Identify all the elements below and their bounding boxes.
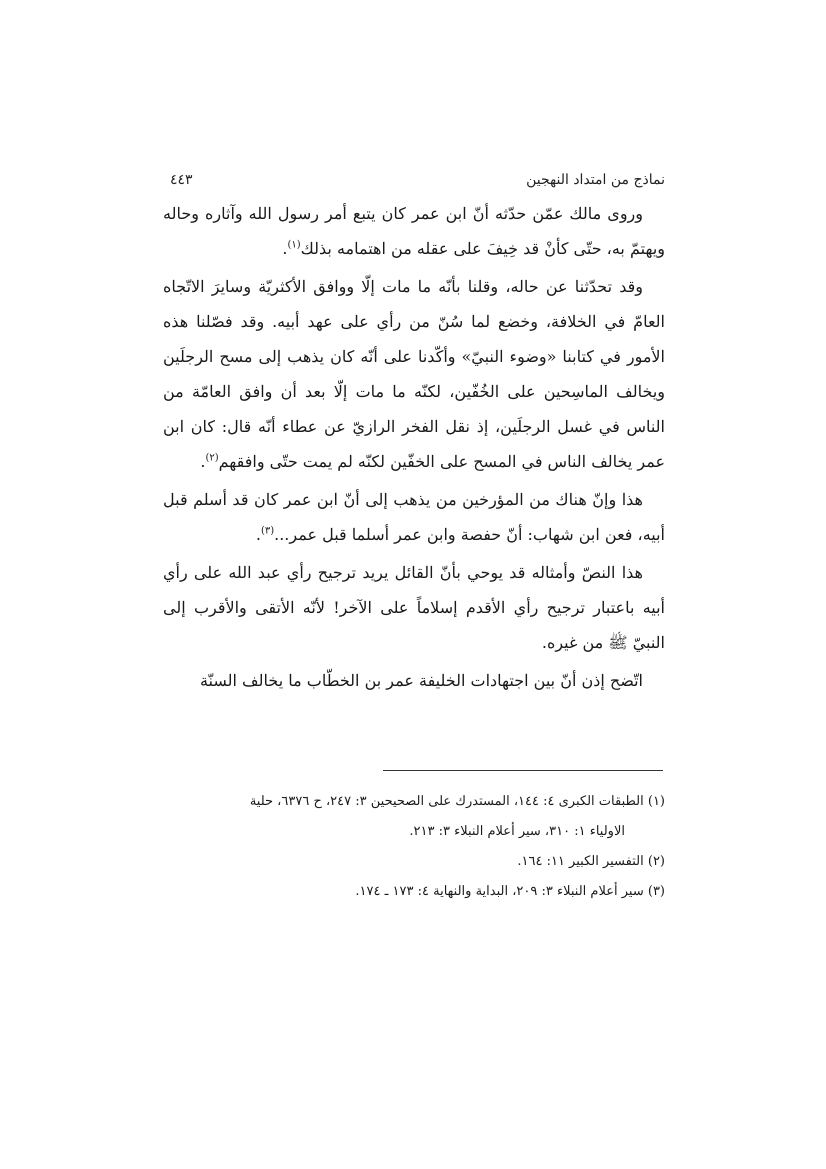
footnote-ref: (١): [287, 239, 301, 251]
running-header: [170, 160, 665, 188]
paragraph: [163, 269, 665, 479]
footnote: [163, 847, 665, 877]
page-number: ٤٤٣: [170, 172, 193, 188]
paragraph-end: .: [282, 239, 288, 258]
paragraph: [163, 196, 665, 266]
footnote-separator: [383, 770, 663, 771]
paragraph: [163, 555, 665, 660]
paragraph-end: .: [200, 452, 206, 471]
footnote-line: (٣) سير أعلام النبلاء ٣: ٢٠٩، البداية والنهاية ٤: ١٧٣ ـ ١٧٤.: [355, 884, 665, 899]
running-title: نماذج من امتداد النهجين: [526, 172, 665, 188]
footnote: [163, 877, 665, 907]
footnote-ref: (٣): [260, 525, 275, 537]
paragraph-text: وروى مالك عمّن حدّثه أنّ ابن عمر كان يتبع أمر رسول الله وآثاره وحاله ويهتمّ به، حتّى كأنْ قد خِيفَ على عقله من اهتمامه بذلك: [163, 204, 665, 258]
paragraph-text: هذا وإنّ هناك من المؤرخين من يذهب إلى أنّ ابن عمر كان قد أسلم قبل أبيه، فعن ابن شهاب: أنّ حفصة وابن عمر أسلما قبل عمر...: [163, 490, 665, 544]
footnote-line: (٢) التفسير الكبير ١١: ١٦٤.: [517, 854, 665, 869]
footnote-ref: (٢): [205, 452, 219, 464]
paragraph-text: وقد تحدّثنا عن حاله، وقلنا بأنّه ما مات إلّا ووافق الأكثريّة وسايرَ الاتّجاه العامّ في الخلافة، وخضع لما سُنّ من رأي على عهد أبيه. وقد فصّلنا هذه الأمور في كتابنا «وضوء النبيّ» وأكّدنا على أنّه كان يذهب إلى مسح الرجلَين ويخالف الماسِحين على الخُفّين، لكنّه ما مات إلّا بعد أن وافق العامّة من الناس في غسل الرجلَين، إذ نقل الفخر الرازيّ عن عطاء أنّه قال: كان ابن عمر يخالف الناس في المسح على الخفّين لكنّه لم يمت حتّى وافقهم: [163, 277, 665, 471]
paragraph-text: هذا النصّ وأمثاله قد يوحي بأنّ القائل يريد ترجيح رأي عبد الله على رأي أبيه باعتبار ترجيح رأي الأقدم إسلاماً على الآخر! لأنّه الأتقى والأقرب إلى النبيّ ﷺ من غيره.: [163, 563, 665, 652]
paragraph-text: اتّضح إذن أنّ بين اجتهادات الخليفة عمر بن الخطّاب ما يخالف السنّة: [199, 671, 643, 690]
footnotes: [163, 787, 665, 907]
paragraph: [163, 482, 665, 552]
footnote-line: (١) الطبقات الكبرى ٤: ١٤٤، المستدرك على الصحيحين ٣: ٢٤٧، ح ٦٣٧٦، حلية: [249, 794, 665, 809]
paragraph: [163, 663, 665, 698]
footnote-line: الاولياء ١: ٣١٠، سير أعلام النبلاء ٣: ٢١٣.: [409, 824, 625, 839]
footnote: [163, 787, 665, 847]
main-text: [163, 196, 665, 698]
paragraph-end: .: [255, 525, 261, 544]
